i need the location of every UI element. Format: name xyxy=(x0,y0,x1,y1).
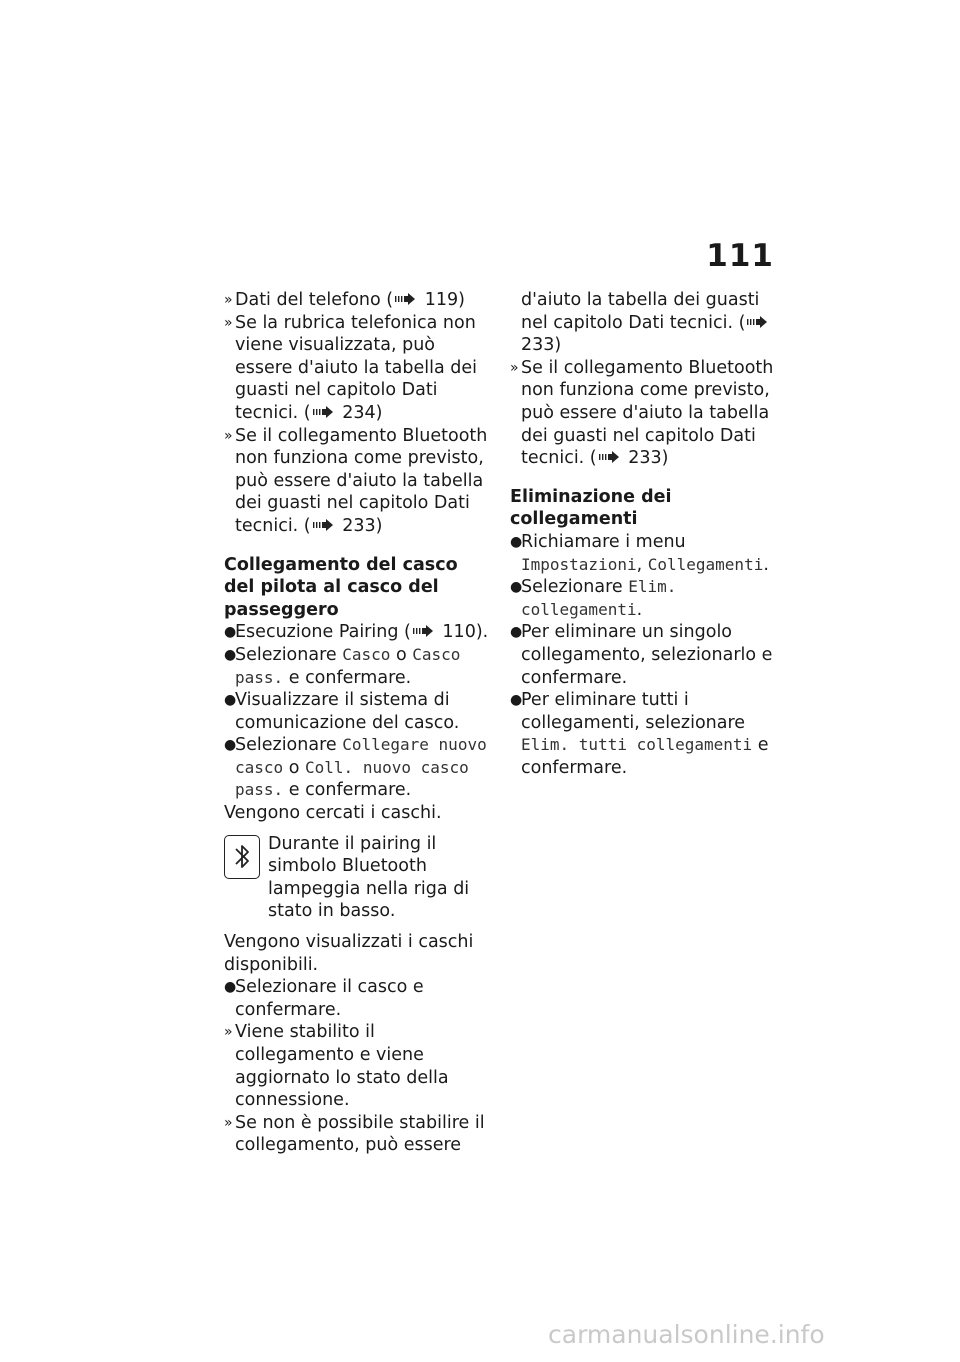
note-text: Durante il pairing il simbolo Bluetooth lampeggia nella riga di stato in basso. xyxy=(268,833,470,922)
page-reference-icon xyxy=(411,622,437,642)
menu-term: Coll. nuovo casco pass. xyxy=(235,757,469,800)
result-item: » Se non è possibile stabilire il collegamento, può essere xyxy=(224,1112,485,1156)
arrow-result-icon: » xyxy=(224,427,233,444)
bullet-icon: ● xyxy=(510,692,523,709)
left-column xyxy=(224,289,492,1157)
page-number: 111 xyxy=(706,238,774,274)
right-column xyxy=(510,289,778,779)
watermark: carmanualsonline.info xyxy=(548,1320,825,1349)
menu-term: Casco xyxy=(342,644,391,664)
result-item: » Se la rubrica telefonica non viene visualizzata, può essere d'aiuto la tabella dei guasti nel capitolo Dati tecnici. ( 234) xyxy=(224,312,477,423)
list-item: ● Per eliminare un singolo collegamento, selezionarlo e confermare. xyxy=(510,622,773,688)
list-item: ● Selezionare il casco e confermare. xyxy=(224,977,424,1020)
bullet-icon: ● xyxy=(224,646,237,663)
menu-term: Casco pass. xyxy=(235,644,461,687)
list-item: ● Selezionare Casco o Casco pass. e confermare. xyxy=(224,644,461,688)
result-list xyxy=(224,289,492,538)
list-item: ● Richiamare i menu Impostazioni, Collegamenti. xyxy=(510,531,769,575)
menu-term: Impostazioni xyxy=(521,554,637,574)
list-item: ● Visualizzare il sistema di comunicazione del casco. xyxy=(224,690,460,733)
list-item: ● Selezionare Elim. collegamenti. xyxy=(510,577,677,620)
bullet-icon: ● xyxy=(224,692,237,709)
bullet-icon: ● xyxy=(224,737,237,754)
arrow-result-icon: » xyxy=(224,1024,233,1041)
list-item: ● Per eliminare tutti i collegamenti, selezionare Elim. tutti collegamenti e confermare. xyxy=(510,690,769,778)
page-reference-icon xyxy=(311,403,337,423)
bullet-icon: ● xyxy=(510,533,523,550)
section-heading: Collegamento del casco del pilota al casco del passeggero xyxy=(224,554,458,620)
result-item: » Se il collegamento Bluetooth non funziona come previsto, può essere d'aiuto la tabella dei guasti nel capitolo Dati tecnici. ( 233) xyxy=(224,425,488,536)
body-text: Vengono cercati i caschi. xyxy=(224,803,442,824)
arrow-result-icon: » xyxy=(224,1114,233,1131)
result-item: » Se il collegamento Bluetooth non funziona come previsto, può essere d'aiuto la tabella dei guasti nel capitolo Dati tecnici. ( 233) xyxy=(510,357,774,469)
page-reference-icon xyxy=(597,448,623,468)
arrow-result-icon: » xyxy=(510,359,519,376)
bullet-icon: ● xyxy=(224,979,237,996)
bullet-icon: ● xyxy=(510,579,523,596)
page-reference-icon xyxy=(745,313,771,333)
section-heading: Eliminazione dei collegamenti xyxy=(510,486,672,530)
arrow-result-icon: » xyxy=(224,314,233,331)
page-reference-icon xyxy=(393,290,419,310)
menu-term: Elim. collegamenti xyxy=(521,577,677,619)
result-item-continued: d'aiuto la tabella dei guasti nel capitolo Dati tecnici. ( 233) xyxy=(510,289,778,357)
menu-term: Collegamenti xyxy=(647,554,764,574)
result-item: » Dati del telefono ( 119) xyxy=(224,290,465,310)
body-text: Vengono visualizzati i caschi disponibili. xyxy=(224,932,474,975)
page-reference-icon xyxy=(311,516,337,536)
menu-term: Collegare nuovo casco xyxy=(235,735,487,777)
result-item: » Viene stabilito il collegamento e viene aggiornato lo stato della connessione. xyxy=(224,1022,449,1111)
bullet-icon: ● xyxy=(510,624,523,641)
note-bluetooth xyxy=(224,833,492,923)
bullet-icon: ● xyxy=(224,624,237,641)
arrow-result-icon: » xyxy=(224,292,233,308)
menu-term: Elim. tutti collegamenti xyxy=(521,735,753,755)
list-item: ● Esecuzione Pairing ( 110). xyxy=(224,622,489,643)
bluetooth-icon xyxy=(224,835,260,879)
list-item: ● Selezionare Collegare nuovo casco o Coll. nuovo casco pass. e confermare. xyxy=(224,735,487,801)
